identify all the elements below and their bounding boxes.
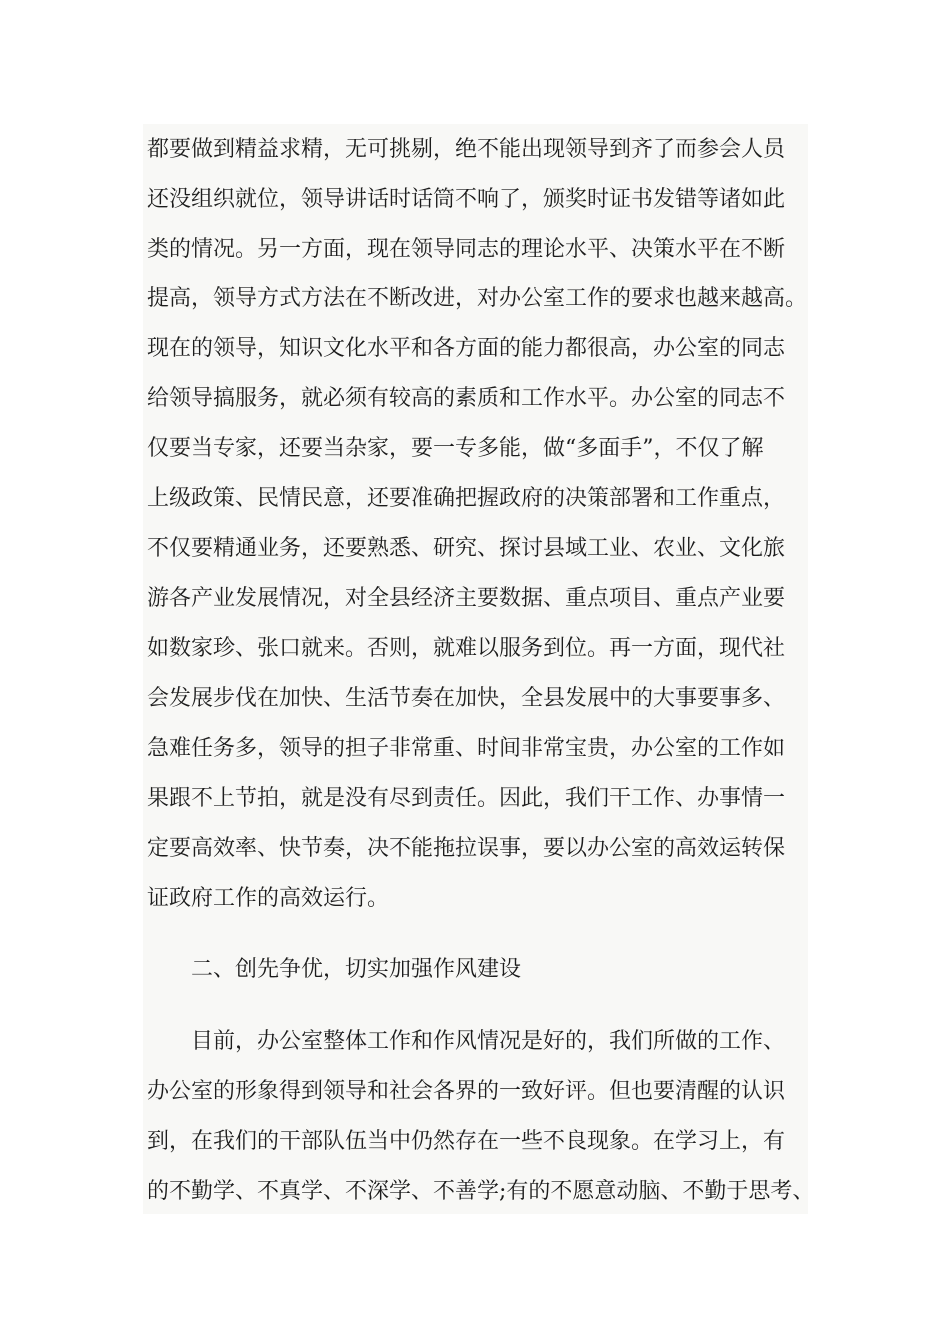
paragraph-line: 还没组织就位，领导讲话时话筒不响了，颁奖时证书发错等诸如此 xyxy=(147,187,786,212)
paragraph-line: 会发展步伐在加快、生活节奏在加快，全县发展中的大事要事多、 xyxy=(147,686,786,711)
paragraph-line: 类的情况。另一方面，现在领导同志的理论水平、决策水平在不断 xyxy=(147,237,786,262)
paragraph-line: 现在的领导，知识文化水平和各方面的能力都很高，办公室的同志 xyxy=(147,336,786,361)
paragraph-line: 如数家珍、张口就来。否则，就难以服务到位。再一方面，现代社 xyxy=(147,636,786,661)
paragraph-line: 证政府工作的高效运行。 xyxy=(147,886,390,911)
section-heading: 二、创先争优，切实加强作风建设 xyxy=(191,957,522,982)
paragraph-line: 不仅要精通业务，还要熟悉、研究、探讨县域工业、农业、文化旅 xyxy=(147,536,786,561)
paragraph-line: 的不勤学、不真学、不深学、不善学;有的不愿意动脑、不勤于思考、 xyxy=(147,1179,815,1204)
paragraph-line: 果跟不上节拍，就是没有尽到责任。因此，我们干工作、办事情一 xyxy=(147,786,786,811)
paragraph-line: 都要做到精益求精，无可挑剔，绝不能出现领导到齐了而参会人员 xyxy=(147,137,786,162)
paragraph-line: 急难任务多，领导的担子非常重、时间非常宝贵，办公室的工作如 xyxy=(147,736,786,761)
paragraph-line: 上级政策、民情民意，还要准确把握政府的决策部署和工作重点， xyxy=(147,486,786,511)
paragraph-line: 定要高效率、快节奏，决不能拖拉误事，要以办公室的高效运转保 xyxy=(147,836,786,861)
paragraph-line: 给领导搞服务，就必须有较高的素质和工作水平。办公室的同志不 xyxy=(147,386,786,411)
paragraph-line: 提高，领导方式方法在不断改进，对办公室工作的要求也越来越高。 xyxy=(147,286,808,311)
paragraph-line: 到，在我们的干部队伍当中仍然存在一些不良现象。在学习上，有 xyxy=(147,1129,786,1154)
paragraph-line: 游各产业发展情况，对全县经济主要数据、重点项目、重点产业要 xyxy=(147,586,786,611)
paragraph-line: 目前，办公室整体工作和作风情况是好的，我们所做的工作、 xyxy=(191,1029,786,1054)
paragraph-line: 仅要当专家，还要当杂家，要一专多能，做“多面手”，不仅了解 xyxy=(147,436,764,461)
paragraph-line: 办公室的形象得到领导和社会各界的一致好评。但也要清醒的认识 xyxy=(147,1079,786,1104)
